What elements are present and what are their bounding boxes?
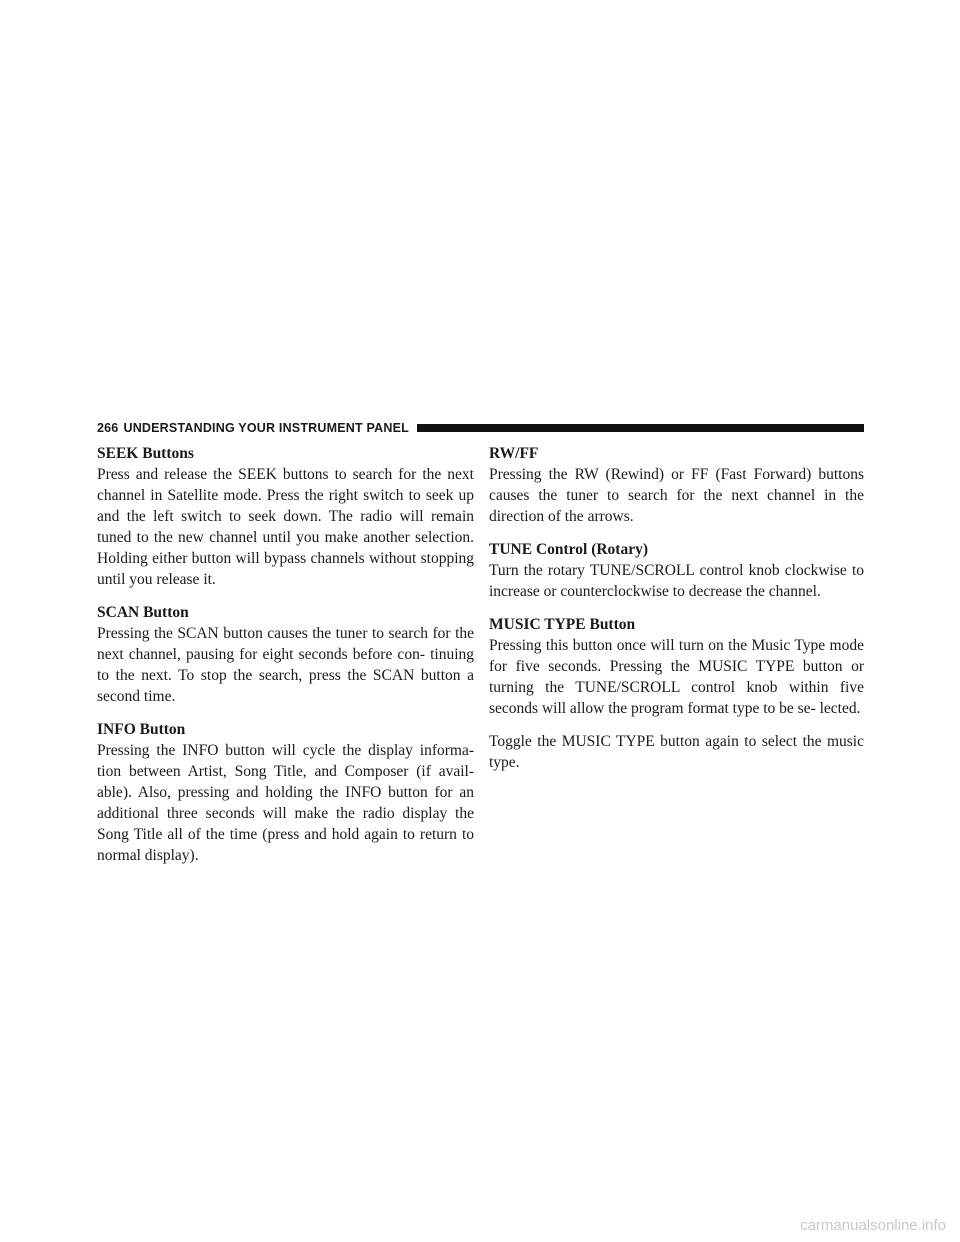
section-scan-button	[97, 602, 474, 707]
header-rule	[417, 424, 864, 432]
section-body: Pressing this button once will turn on the Music Type mode for five seconds. Pressing the MUSIC TYPE button or turning the TUNE/SCROLL control knob within five seconds will allow the program format type to be se- lected.	[489, 637, 864, 717]
page-header	[97, 418, 864, 438]
music-type-toggle-paragraph: Toggle the MUSIC TYPE button again to select the music type.	[489, 733, 864, 771]
section-rw-ff	[489, 443, 864, 527]
section-body: Press and release the SEEK buttons to search for the next channel in Satellite mode. Press the right switch to seek up and the left switch to seek down. The radio will remain tuned to the new channel until you make another selection. Holding either button will bypass channels without stopping until you release it.	[97, 466, 474, 588]
section-body: Pressing the INFO button will cycle the display informa- tion between Artist, Song Title, and Composer (if avail- able). Also, pressing and holding the INFO button for an additional three seconds will make the radio display the Song Title all of the time (press and hold again to return to normal display).	[97, 742, 474, 864]
section-body: Pressing the SCAN button causes the tuner to search for the next channel, pausing for eight seconds before con- tinuing to the next. To stop the search, press the SCAN button a second time.	[97, 625, 474, 705]
right-column	[489, 443, 864, 785]
section-heading: SEEK Buttons	[97, 445, 194, 462]
section-body: Pressing the RW (Rewind) or FF (Fast Forward) buttons causes the tuner to search for the next channel in the direction of the arrows.	[489, 466, 864, 525]
page-number: 266	[97, 421, 119, 435]
section-heading: SCAN Button	[97, 604, 189, 621]
watermark: carmanualsonline.info	[800, 1217, 946, 1234]
section-heading: RW/FF	[489, 445, 539, 462]
left-column	[97, 443, 474, 878]
section-seek-buttons	[97, 443, 474, 590]
section-body: Turn the rotary TUNE/SCROLL control knob clockwise to increase or counterclockwise to decrease the channel.	[489, 562, 864, 600]
section-heading: TUNE Control (Rotary)	[489, 541, 649, 558]
section-music-type-button	[489, 614, 864, 719]
section-tune-control	[489, 539, 864, 602]
section-heading: MUSIC TYPE Button	[489, 616, 636, 633]
section-heading: INFO Button	[97, 721, 186, 738]
chapter-title: UNDERSTANDING YOUR INSTRUMENT PANEL	[123, 421, 409, 435]
section-info-button	[97, 719, 474, 866]
